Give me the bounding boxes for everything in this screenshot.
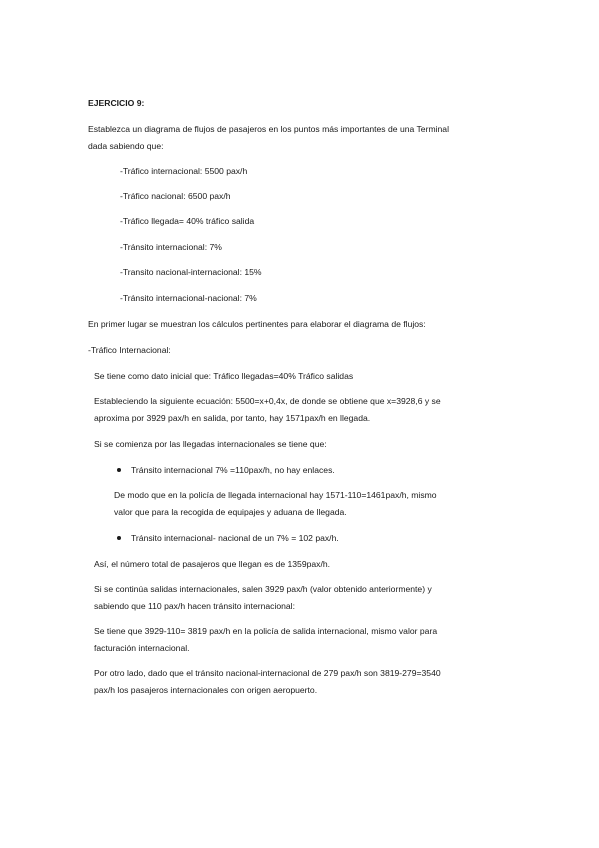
- bullet-item-transit-national: Tránsito internacional- nacional de un 7% = 102 pax/h.: [131, 533, 339, 543]
- paragraph-departure-police-line-2: facturación internacional.: [94, 643, 190, 653]
- intro-line-1: Establezca un diagrama de flujos de pasajeros en los puntos más importantes de una Terminal: [88, 124, 449, 134]
- paragraph-police-line-2: valor que para la recogida de equipajes y aduana de llegada.: [114, 507, 347, 517]
- intro-line-2: dada sabiendo que:: [88, 141, 164, 151]
- given-item: -Tráfico internacional: 5500 pax/h: [120, 166, 248, 176]
- bullet-item-transit: Tránsito internacional 7% =110pax/h, no hay enlaces.: [131, 465, 335, 475]
- given-item: -Tráfico nacional: 6500 pax/h: [120, 191, 231, 201]
- paragraph-departures-line-1: Si se continúa salidas internacionales, salen 3929 pax/h (valor obtenido anteriormente) y: [94, 584, 432, 594]
- given-item: -Tráfico llegada= 40% tráfico salida: [120, 216, 255, 226]
- exercise-heading: EJERCICIO 9:: [88, 98, 145, 108]
- paragraph-total-arrivals: Así, el número total de pasajeros que llegan es de 1359pax/h.: [94, 559, 331, 569]
- paragraph-arrivals: Si se comienza por las llegadas internacionales se tiene que:: [94, 439, 327, 449]
- paragraph-departure-police-line-1: Se tiene que 3929-110= 3819 pax/h en la policía de salida internacional, mismo valor para: [94, 626, 438, 636]
- given-item: -Transito nacional-internacional: 15%: [120, 267, 262, 277]
- paragraph-origin-line-1: Por otro lado, dado que el tránsito nacional-internacional de 279 pax/h son 3819-279=3540: [94, 668, 441, 678]
- section-heading: -Tráfico Internacional:: [88, 345, 171, 355]
- paragraph-police-line-1: De modo que en la policía de llegada internacional hay 1571-110=1461pax/h, mismo: [114, 490, 437, 500]
- paragraph-equation-line-1: Estableciendo la siguiente ecuación: 5500=x+0,4x, de donde se obtiene que x=3928,6 y se: [94, 396, 441, 406]
- given-item: -Tránsito internacional-nacional: 7%: [120, 293, 257, 303]
- bullet-icon: [117, 468, 121, 472]
- paragraph-departures-line-2: sabiendo que 110 pax/h hacen tránsito internacional:: [94, 601, 295, 611]
- lead-paragraph: En primer lugar se muestran los cálculos pertinentes para elaborar el diagrama de flujos:: [88, 319, 426, 329]
- paragraph-origin-line-2: pax/h los pasajeros internacionales con origen aeropuerto.: [94, 685, 318, 695]
- paragraph-initial-data: Se tiene como dato inicial que: Tráfico llegadas=40% Tráfico salidas: [94, 371, 354, 381]
- bullet-icon: [117, 536, 121, 540]
- paragraph-equation-line-2: aproxima por 3929 pax/h en salida, por tanto, hay 1571pax/h en llegada.: [94, 413, 371, 423]
- given-item: -Tránsito internacional: 7%: [120, 242, 222, 252]
